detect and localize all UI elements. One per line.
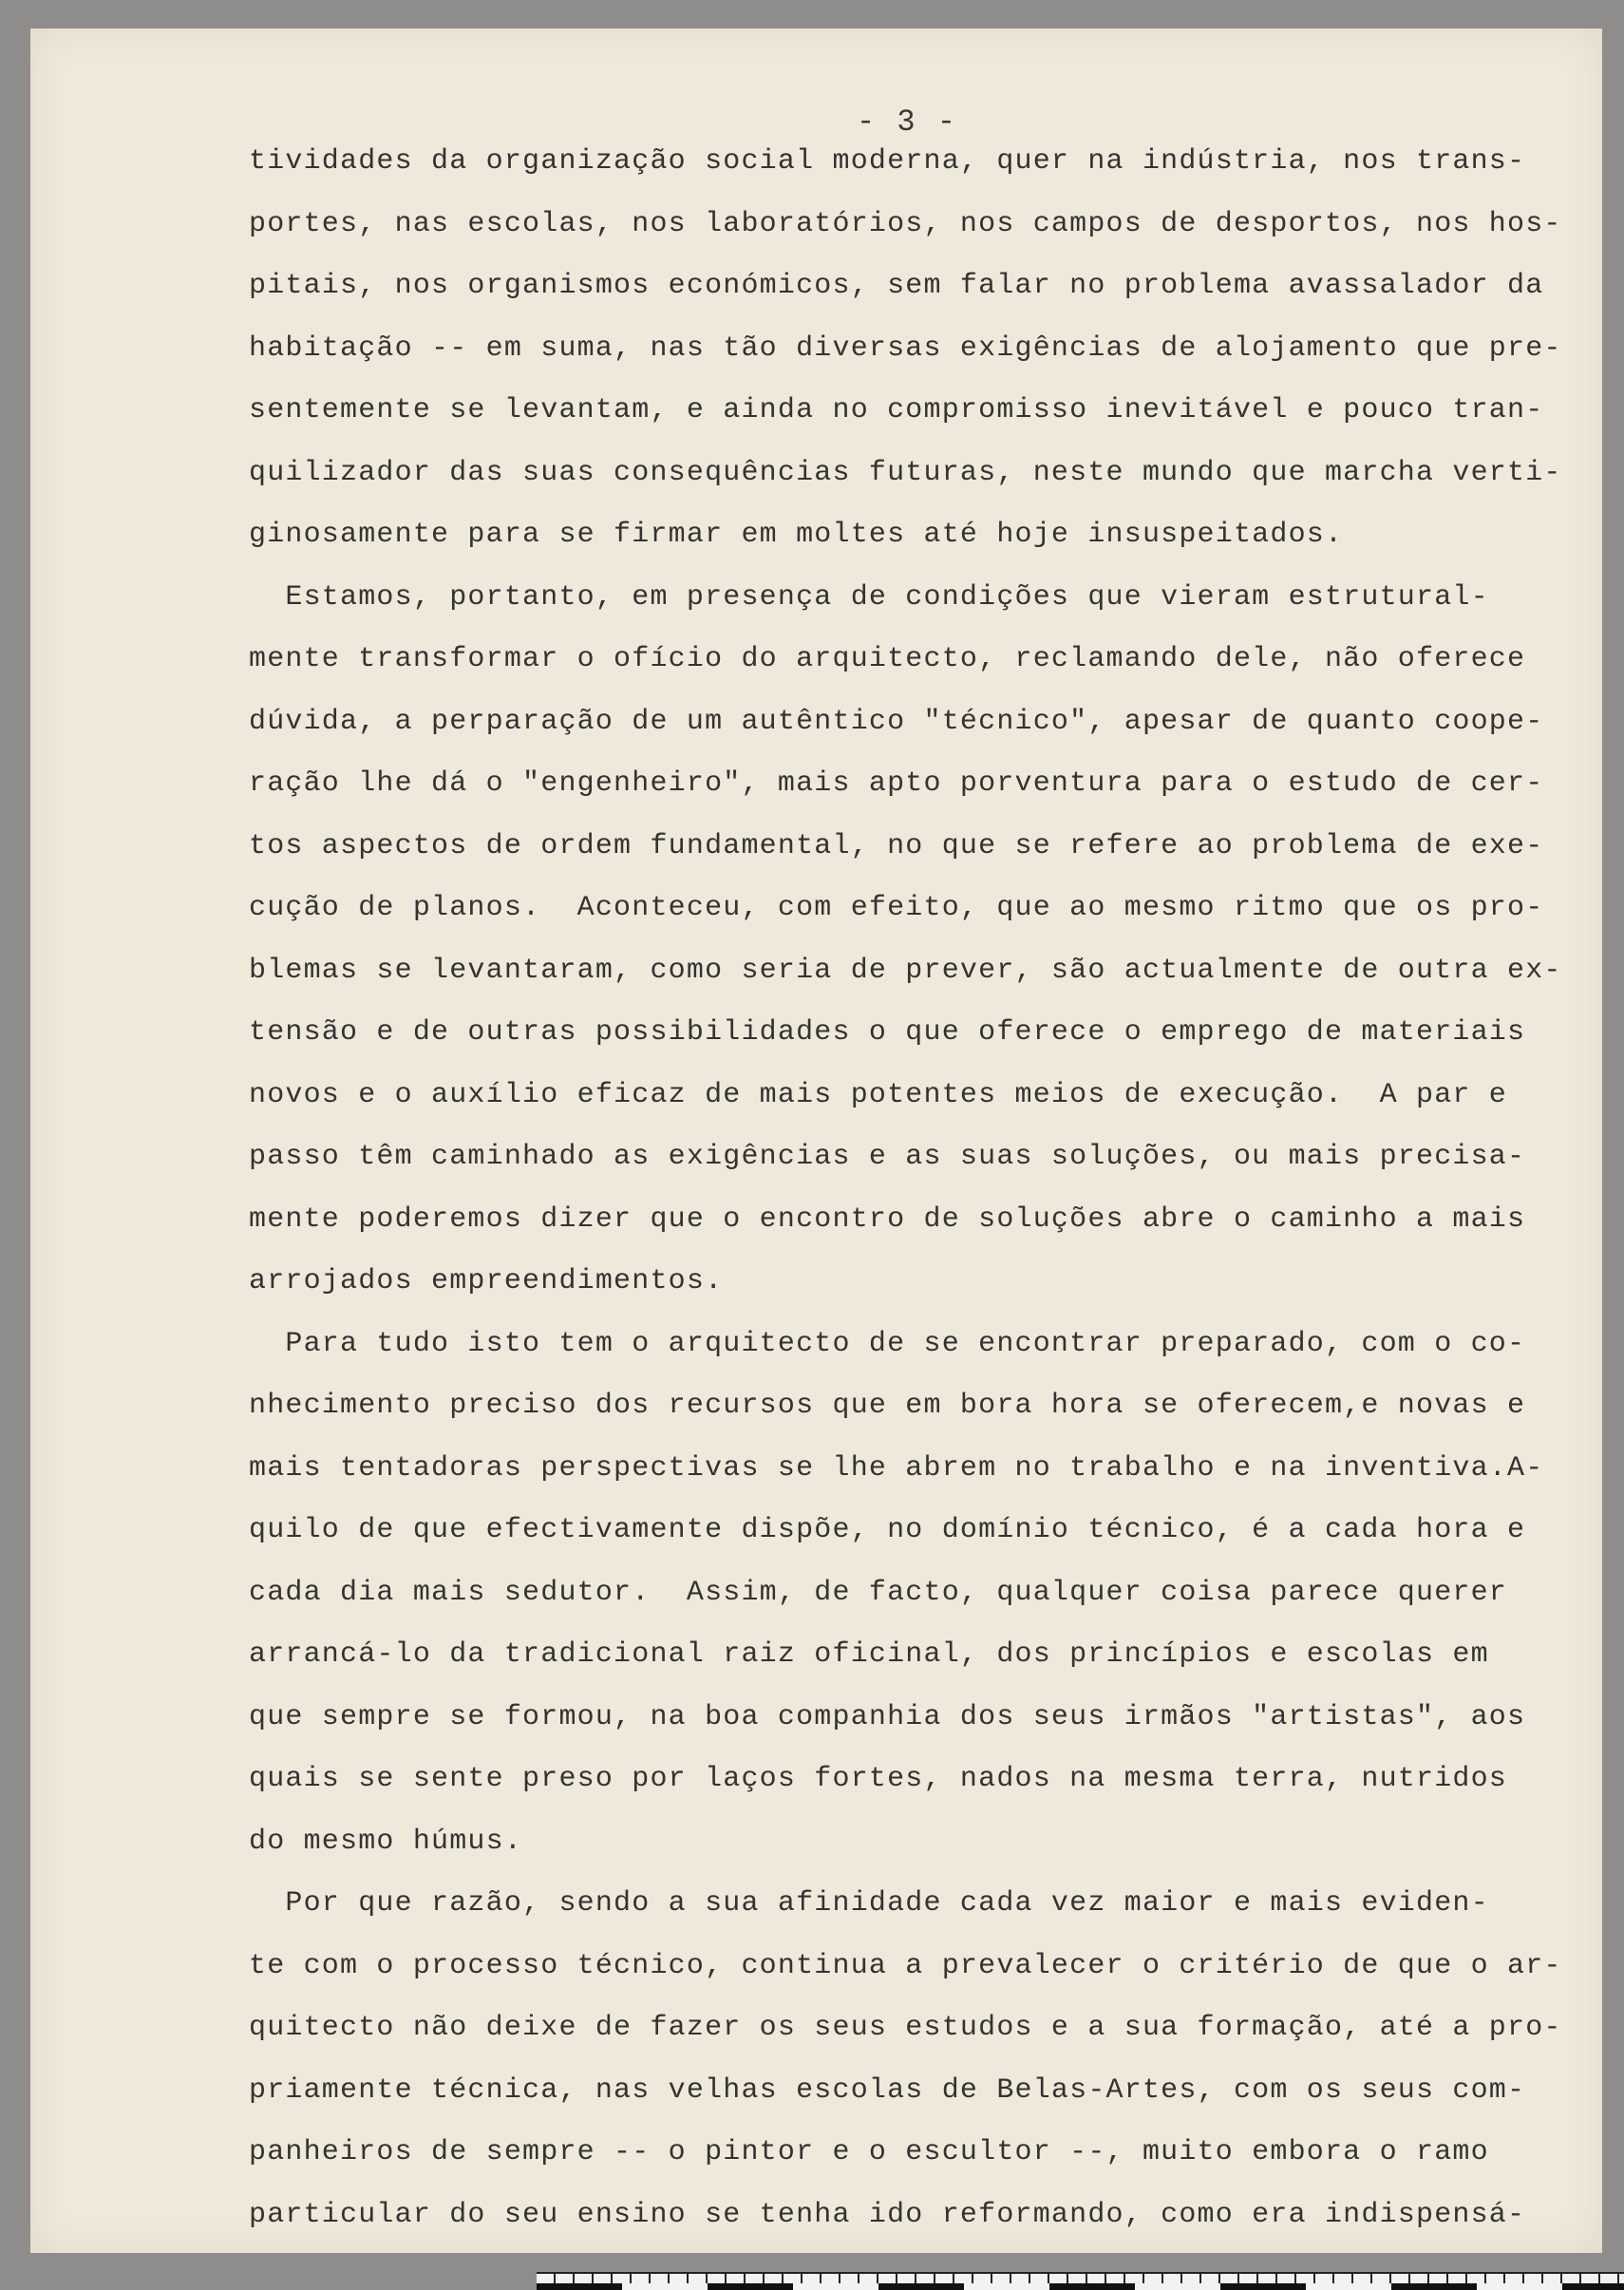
text-line: quilo de que efectivamente dispõe, no domínio técnico, é a cada hora e	[249, 1514, 1526, 1546]
text-line: mente poderemos dizer que o encontro de soluções abre o caminho a mais	[249, 1202, 1526, 1236]
text-line: te com o processo técnico, continua a prevalecer o critério de que o ar-	[249, 1949, 1562, 1982]
text-line: Estamos, portanto, em presença de condições que vieram estrutural-	[249, 580, 1489, 614]
text-line: tividades da organização social moderna, quer na indústria, nos trans-	[249, 145, 1526, 178]
text-line: cada dia mais sedutor. Assim, de facto, qualquer coisa parece querer	[249, 1576, 1508, 1609]
text-line: panheiros de sempre -- o pintor e o escultor --, muito embora o ramo	[249, 2136, 1489, 2168]
body-text	[249, 131, 1597, 2246]
text-line: priamente técnica, nas velhas escolas de Belas-Artes, com os seus com-	[249, 2073, 1526, 2107]
text-line: que sempre se formou, na boa companhia dos seus irmãos "artistas", aos	[249, 1700, 1526, 1733]
text-line: do mesmo húmus.	[249, 1825, 523, 1858]
text-line: portes, nas escolas, nos laboratórios, nos campos de desportos, nos hos-	[249, 207, 1562, 240]
text-line: sentemente se levantam, e ainda no compromisso inevitável e pouco tran-	[249, 394, 1544, 426]
scale-ruler-bar	[537, 2283, 1624, 2290]
text-line: ginosamente para se firmar em moltes até hoje insuspeitados.	[249, 519, 1344, 551]
text-line: arrojados empreendimentos.	[249, 1265, 724, 1297]
text-line: passo têm caminhado as exigências e as suas soluções, ou mais precisa-	[249, 1141, 1526, 1173]
text-line: nhecimento preciso dos recursos que em bora hora se oferecem,e novas e	[249, 1390, 1526, 1422]
scale-ruler	[537, 2272, 1624, 2290]
text-line: Para tudo isto tem o arquitecto de se encontrar preparado, com o co-	[249, 1327, 1526, 1360]
text-line: tensão e de outras possibilidades o que oferece o emprego de materiais	[249, 1016, 1526, 1049]
text-line: dúvida, a perparação de um autêntico "técnico", apesar de quanto coope-	[249, 705, 1544, 738]
text-line: quais se sente preso por laços fortes, nados na mesma terra, nutridos	[249, 1763, 1508, 1795]
text-line: ração lhe dá o "engenheiro", mais apto porventura para o estudo de cer-	[249, 767, 1544, 800]
text-line: cução de planos. Aconteceu, com efeito, que ao mesmo ritmo que os pro-	[249, 892, 1544, 924]
text-line: mais tentadoras perspectivas se lhe abrem no trabalho e na inventiva.A-	[249, 1451, 1544, 1485]
text-line: habitação -- em suma, nas tão diversas exigências de alojamento que pre-	[249, 331, 1562, 365]
text-line: tos aspectos de ordem fundamental, no que se refere ao problema de exe-	[249, 829, 1544, 862]
text-line: arrancá-lo da tradicional raiz oficinal, dos princípios e escolas em	[249, 1638, 1489, 1671]
text-line: novos e o auxílio eficaz de mais potentes meios de execução. A par e	[249, 1078, 1508, 1111]
text-line: blemas se levantaram, como seria de prever, são actualmente de outra ex-	[249, 954, 1562, 987]
text-line: Por que razão, sendo a sua afinidade cada vez maior e mais eviden-	[249, 1887, 1489, 1920]
text-line: particular do seu ensino se tenha ido reformando, como era indispensá-	[249, 2198, 1526, 2231]
text-line: pitais, nos organismos económicos, sem falar no problema avassalador da	[249, 270, 1544, 302]
text-line: quilizador das suas consequências futuras, neste mundo que marcha verti-	[249, 456, 1562, 489]
text-line: mente transformar o ofício do arquitecto, reclamando dele, não oferece	[249, 643, 1526, 675]
page-number: - 3 -	[857, 104, 958, 140]
text-line: quitecto não deixe de fazer os seus estudos e a sua formação, até a pro-	[249, 2012, 1562, 2044]
